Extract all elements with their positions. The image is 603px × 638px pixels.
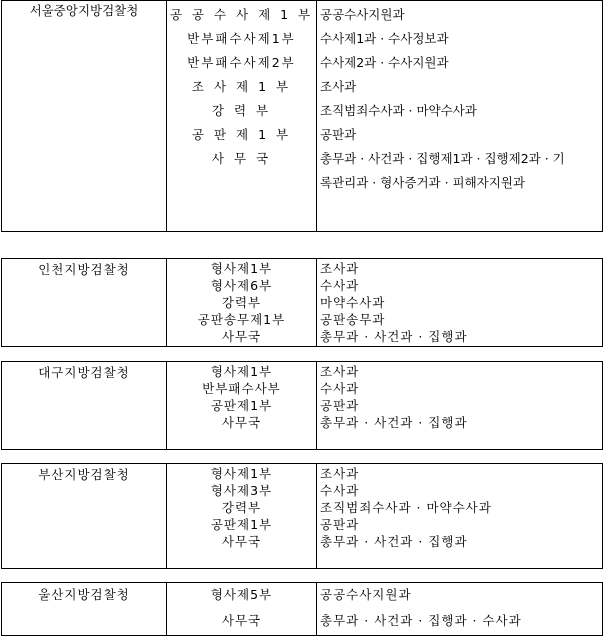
- task-item: 조직범죄수사과 · 마약수사과: [320, 103, 477, 118]
- office-name-text: 울산지방검찰청: [38, 587, 130, 602]
- office-name: [2, 583, 167, 636]
- office-name-text: 인천지방검찰청: [38, 262, 130, 277]
- task-item: 공판과: [320, 517, 360, 532]
- task-item: 수사과: [320, 278, 360, 293]
- office-name-text: 서울중앙지방검찰청: [29, 3, 139, 18]
- department-list: [167, 583, 317, 636]
- task-item: 총무과 · 사건과 · 집행과: [320, 534, 468, 549]
- task-item: 공공수사지원과: [320, 7, 405, 22]
- task-list: [317, 362, 603, 450]
- task-item: 록관리과 · 형사증거과 · 피해자지원과: [320, 175, 525, 190]
- office-name: [2, 464, 167, 569]
- office-name-text: 대구지방검찰청: [38, 365, 130, 380]
- office-name: [2, 1, 167, 232]
- task-item: 수사제1과 · 수사정보과: [320, 31, 449, 46]
- task-item: 조직범죄수사과 · 마약수사과: [320, 500, 492, 515]
- task-item: 공판송무과: [320, 312, 386, 327]
- department-item: 사무국: [221, 329, 262, 344]
- department-list: [167, 1, 317, 232]
- office-table-ulsan: [1, 582, 603, 636]
- task-item: 공판과: [320, 127, 357, 142]
- department-item: 공판제1부: [210, 517, 273, 532]
- department-item: 공 공 수 사 제 1 부: [169, 7, 314, 22]
- task-list: [317, 1, 603, 232]
- office-table-incheon: [1, 258, 603, 347]
- task-item: 공판과: [320, 398, 360, 413]
- department-item: 공판송무제1부: [197, 312, 286, 327]
- task-item: 마약수사과: [320, 295, 386, 310]
- department-item: 형사제3부: [210, 483, 273, 498]
- department-item: 강력부: [221, 295, 262, 310]
- department-list: [167, 259, 317, 347]
- department-item: 공 판 제 1 부: [191, 127, 292, 142]
- task-item: 조사과: [320, 261, 360, 276]
- department-item: 형사제1부: [210, 364, 273, 379]
- department-item: 조 사 제 1 부: [191, 79, 292, 94]
- department-item: 사 무 국: [211, 151, 272, 166]
- department-item: 반부패수사제1부: [187, 31, 296, 46]
- department-item: 형사제6부: [210, 278, 273, 293]
- department-item: 형사제1부: [210, 466, 273, 481]
- office-table-seoul: [1, 0, 603, 232]
- department-item: 반부패수사제2부: [187, 55, 296, 70]
- task-item: 수사과: [320, 381, 360, 396]
- task-list: [317, 583, 603, 636]
- task-item: 공공수사지원과: [320, 587, 412, 602]
- office-name: [2, 259, 167, 347]
- department-item: 반부패수사부: [202, 381, 281, 396]
- task-list: [317, 464, 603, 569]
- department-item: 사무국: [221, 534, 262, 549]
- department-item: 공판제1부: [210, 398, 273, 413]
- department-item: 형사제5부: [210, 587, 273, 602]
- task-item: 조사과: [320, 79, 357, 94]
- office-table-daegu: [1, 361, 603, 450]
- task-item: 조사과: [320, 364, 360, 379]
- department-list: [167, 464, 317, 569]
- department-item: 사무국: [221, 613, 262, 628]
- department-item: 강 력 부: [211, 103, 272, 118]
- office-name-text: 부산지방검찰청: [38, 467, 130, 482]
- task-item: 총무과 · 사건과 · 집행제1과 · 집행제2과 · 기: [320, 151, 565, 166]
- task-list: [317, 259, 603, 347]
- office-name: [2, 362, 167, 450]
- task-item: 조사과: [320, 466, 360, 481]
- department-item: 형사제1부: [210, 261, 273, 276]
- task-item: 총무과 · 사건과 · 집행과: [320, 415, 468, 430]
- task-item: 총무과 · 사건과 · 집행과: [320, 329, 468, 344]
- office-table-busan: [1, 463, 603, 569]
- department-list: [167, 362, 317, 450]
- task-item: 수사제2과 · 수사지원과: [320, 55, 449, 70]
- task-item: 수사과: [320, 483, 360, 498]
- department-item: 사무국: [221, 415, 262, 430]
- department-item: 강력부: [221, 500, 262, 515]
- task-item: 총무과 · 사건과 · 집행과 · 수사과: [320, 613, 522, 628]
